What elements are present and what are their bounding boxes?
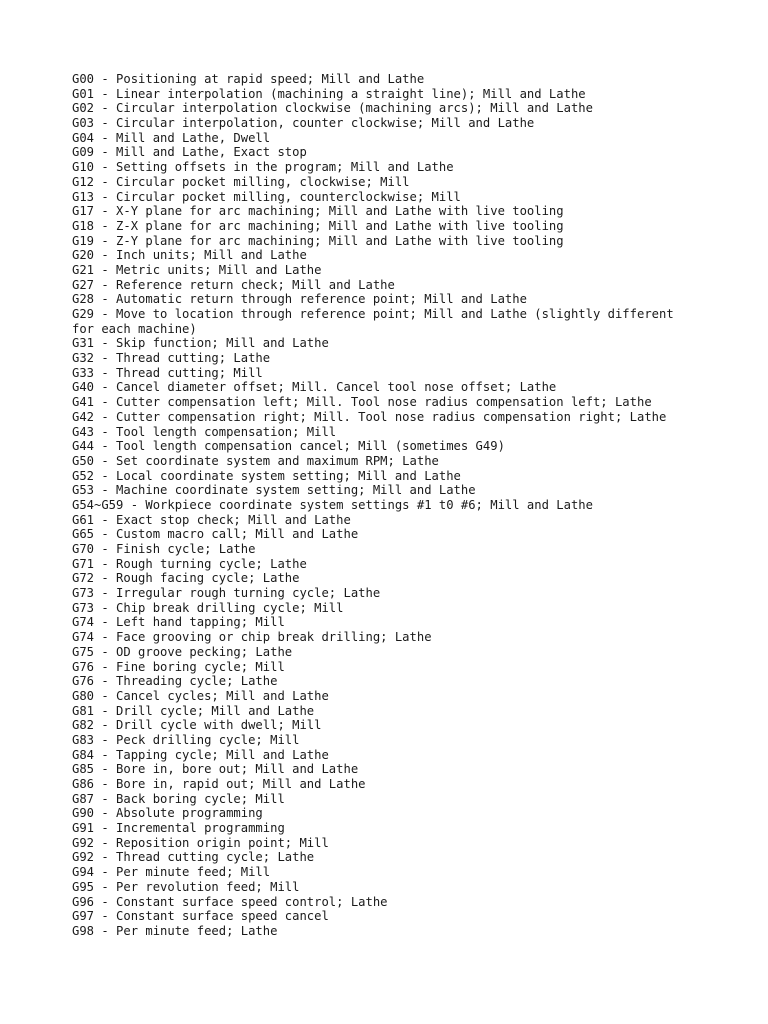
- g-code-line: G52 - Local coordinate system setting; Mill and Lathe: [72, 468, 461, 483]
- g-code-line: G92 - Reposition origin point; Mill: [72, 835, 329, 850]
- g-code-line: G01 - Linear interpolation (machining a straight line); Mill and Lathe: [72, 86, 586, 101]
- g-code-line: G72 - Rough facing cycle; Lathe: [72, 571, 300, 586]
- g-code-line: G74 - Face grooving or chip break drilling; Lathe: [72, 630, 432, 645]
- g-code-line: G43 - Tool length compensation; Mill: [72, 424, 337, 439]
- g-code-line: G92 - Thread cutting cycle; Lathe: [72, 850, 315, 865]
- g-code-line: G50 - Set coordinate system and maximum RPM; Lathe: [72, 453, 439, 468]
- g-code-line: G03 - Circular interpolation, counter clockwise; Mill and Lathe: [72, 116, 535, 131]
- g-code-line: G94 - Per minute feed; Mill: [72, 865, 271, 880]
- g-code-line: G81 - Drill cycle; Mill and Lathe: [72, 703, 315, 718]
- g-code-line: G87 - Back boring cycle; Mill: [72, 791, 285, 806]
- g-code-line: G18 - Z-X plane for arc machining; Mill and Lathe with live tooling: [72, 218, 564, 233]
- g-code-line: G85 - Bore in, bore out; Mill and Lathe: [72, 762, 359, 777]
- g-code-line: G10 - Setting offsets in the program; Mill and Lathe: [72, 160, 454, 175]
- g-code-line: G53 - Machine coordinate system setting; Mill and Lathe: [72, 483, 476, 498]
- g-code-line: G17 - X-Y plane for arc machining; Mill and Lathe with live tooling: [72, 204, 564, 219]
- g-code-line: G02 - Circular interpolation clockwise (machining arcs); Mill and Lathe: [72, 101, 593, 116]
- g-code-line: G86 - Bore in, rapid out; Mill and Lathe: [72, 777, 366, 791]
- g-code-line: G91 - Incremental programming: [72, 821, 285, 836]
- g-code-line: G97 - Constant surface speed cancel: [72, 909, 329, 924]
- g-code-line: G27 - Reference return check; Mill and Lathe: [72, 277, 395, 292]
- g-code-line: G96 - Constant surface speed control; Lathe: [72, 894, 388, 909]
- g-code-line: G20 - Inch units; Mill and Lathe: [72, 248, 307, 263]
- g-code-line: G74 - Left hand tapping; Mill: [72, 615, 285, 630]
- g-code-line: G65 - Custom macro call; Mill and Lathe: [72, 527, 359, 542]
- document-page: [72, 72, 712, 939]
- g-code-line: G28 - Automatic return through reference point; Mill and Lathe: [72, 292, 527, 307]
- g-code-line: G42 - Cutter compensation right; Mill. Tool nose radius compensation right; Lathe: [72, 409, 667, 424]
- g-code-line: G31 - Skip function; Mill and Lathe: [72, 336, 329, 351]
- g-code-line: G09 - Mill and Lathe, Exact stop: [72, 145, 307, 160]
- g-code-line: G04 - Mill and Lathe, Dwell: [72, 130, 271, 145]
- g-code-line: G61 - Exact stop check; Mill and Lathe: [72, 512, 351, 527]
- g-code-line: G82 - Drill cycle with dwell; Mill: [72, 718, 322, 733]
- g-code-line: G29 - Move to location through reference point; Mill and Lathe (slightly different for each machine): [72, 307, 674, 336]
- g-code-line: G12 - Circular pocket milling, clockwise; Mill: [72, 174, 410, 189]
- g-code-line: G19 - Z-Y plane for arc machining; Mill and Lathe with live tooling: [72, 233, 564, 248]
- g-code-line: G40 - Cancel diameter offset; Mill. Cancel tool nose offset; Lathe: [72, 380, 557, 395]
- g-code-list: [72, 72, 712, 939]
- g-code-line: G83 - Peck drilling cycle; Mill: [72, 732, 300, 747]
- g-code-line: G73 - Irregular rough turning cycle; Lathe: [72, 586, 381, 601]
- g-code-line: G80 - Cancel cycles; Mill and Lathe: [72, 688, 329, 703]
- g-code-line: G54~G59 - Workpiece coordinate system settings #1 t0 #6; Mill and Lathe: [72, 497, 593, 512]
- g-code-line: G41 - Cutter compensation left; Mill. Tool nose radius compensation left; Lathe: [72, 395, 652, 410]
- g-code-line: G33 - Thread cutting; Mill: [72, 365, 263, 380]
- g-code-line: G90 - Absolute programming: [72, 806, 263, 821]
- g-code-line: G73 - Chip break drilling cycle; Mill: [72, 600, 344, 615]
- g-code-line: G95 - Per revolution feed; Mill: [72, 879, 300, 894]
- g-code-line: G32 - Thread cutting; Lathe: [72, 351, 271, 366]
- g-code-line: G00 - Positioning at rapid speed; Mill and Lathe: [72, 72, 425, 86]
- g-code-line: G76 - Threading cycle; Lathe: [72, 674, 278, 689]
- g-code-line: G84 - Tapping cycle; Mill and Lathe: [72, 747, 329, 762]
- g-code-line: G76 - Fine boring cycle; Mill: [72, 659, 285, 674]
- g-code-line: G70 - Finish cycle; Lathe: [72, 542, 256, 556]
- g-code-line: G21 - Metric units; Mill and Lathe: [72, 262, 322, 277]
- g-code-line: G98 - Per minute feed; Lathe: [72, 923, 278, 938]
- g-code-line: G13 - Circular pocket milling, counterclockwise; Mill: [72, 189, 461, 204]
- g-code-line: G71 - Rough turning cycle; Lathe: [72, 556, 307, 571]
- g-code-line: G44 - Tool length compensation cancel; Mill (sometimes G49): [72, 439, 505, 454]
- g-code-line: G75 - OD groove pecking; Lathe: [72, 644, 293, 659]
